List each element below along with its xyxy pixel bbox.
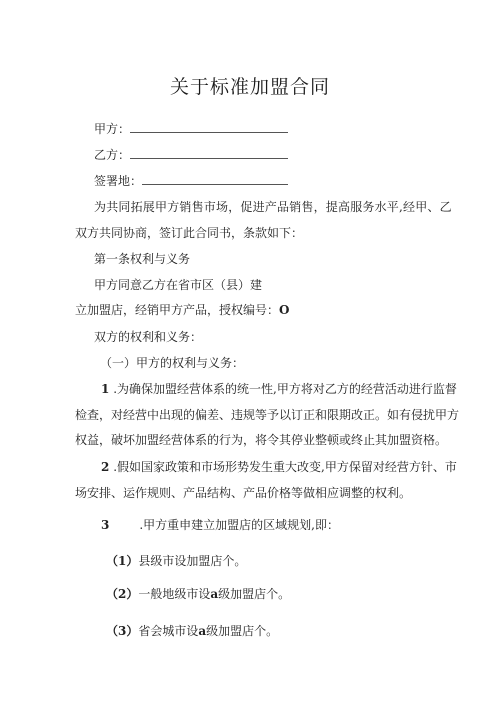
grant-line-2-tail: O [279,303,290,317]
mutual-rights: 双方的权利和义务： [94,330,203,344]
party-b-field [94,148,288,162]
section-1-heading: （一）甲方的权利与义务： [100,356,245,370]
item-2-number: 2 [101,460,110,474]
item-1-line-3: 权益，破坏加盟经营体系的行为，将令其停业整顿或终止其加盟资格。 [75,433,448,447]
party-a-label: 甲方： [94,122,131,136]
sub-item-3-text-pre: 省会城市设 [138,624,199,638]
item-3-line-1 [101,518,339,532]
grant-line-1: 甲方同意乙方在省市区（县）建 [94,278,263,292]
sub-item-2-bold: a [210,587,219,601]
sub-item-3-bold: a [198,624,207,638]
item-1-text: .为确保加盟经营体系的统一性,甲方将对乙方的经营活动进行监督 [113,382,457,396]
item-2-text: .假如国家政策和市场形势发生重大改变,甲方保留对经营方针、市 [113,460,457,474]
document-title: 关于标准加盟合同 [169,76,330,98]
item-2-line-1 [101,460,457,474]
sub-item-3-text-post: 级加盟店个。 [206,624,279,638]
sub-item-3 [106,624,278,638]
sub-item-1-text: 县级市设加盟店个。 [138,554,247,568]
sub-item-2-text-pre: 一般地级市设 [138,587,211,601]
grant-line-2 [75,303,289,317]
sign-place-label: 签署地： [94,174,143,188]
party-a-blank [130,122,288,133]
article-1-heading: 第一条权利与义务 [94,252,191,266]
sub-item-2 [106,587,290,601]
item-1-line-1 [101,382,457,396]
intro-line-1: 为共同拓展甲方销售市场，促进产品销售，提高服务水平,经甲、乙 [94,200,452,214]
sub-item-3-number: （3） [106,624,139,638]
party-a-field [94,122,288,136]
sub-item-2-number: （2） [106,587,139,601]
party-b-label: 乙方： [94,148,131,162]
item-2-line-2: 场安排、运作规则、产品结构、产品价格等做相应调整的权利。 [75,486,412,500]
item-1-number: 1 [101,382,110,396]
item-1-line-2: 检查，对经营中出现的偏差、违规等予以订正和限期改正。如有侵扰甲方 [75,408,460,422]
item-3-text: .甲方重申建立加盟店的区域规划,即： [139,518,339,532]
party-b-blank [130,148,288,159]
grant-line-2-text: 立加盟店，经销甲方产品，授权编号： [75,303,280,317]
sub-item-2-text-post: 级加盟店个。 [218,587,291,601]
sign-place-blank [142,174,288,185]
sign-place-field [94,174,288,188]
sub-item-1 [106,554,246,568]
intro-line-2: 双方共同协商，签订此合同书，条款如下： [75,226,304,240]
sub-item-1-number: （1） [106,554,139,568]
item-3-number: 3 [101,518,110,532]
